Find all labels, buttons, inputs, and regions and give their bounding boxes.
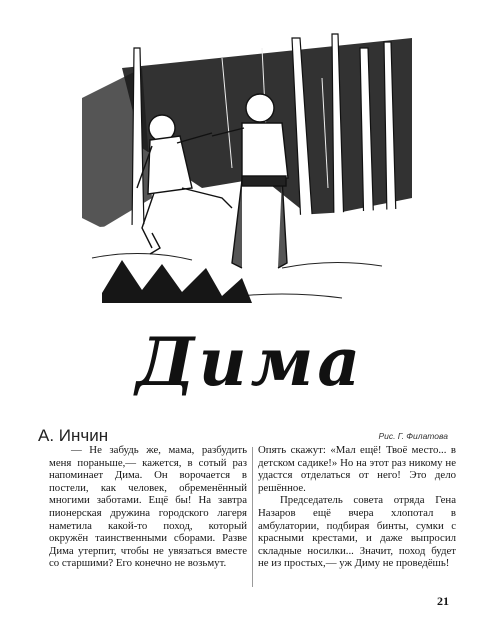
illustration-credit: Рис. Г. Филатова — [378, 431, 448, 441]
text-column-right — [258, 444, 456, 570]
column-divider — [252, 447, 253, 587]
text-column-left — [49, 444, 247, 570]
article-title: Дима — [135, 323, 365, 401]
paragraph: Председатель совета отряда Гена Назаров ещё вчера хлопотал в амбулатории, подбирая бинты, сумки с красными крестами, и даже выпросил складные носилки... Значит, поход будет не из простых,— уж Диму не проведёшь! — [258, 494, 456, 570]
forest-fight-illustration — [82, 28, 412, 310]
paragraph: Опять скажут: «Мал ещё! Твоё место... в детском садике!» Но на этот раз никому не удастся отделаться от него! Это дело решённое. — [258, 444, 456, 494]
author-name: А. Инчин — [38, 426, 109, 445]
page-number: 21 — [437, 594, 449, 608]
paragraph: — Не забудь же, мама, разбудить меня пораньше,— кажется, в сотый раз напоминает Дима. Он ворочается в постели, как человек, обременённый многими заботами. Ещё бы! На завтра пионерская дружина городского лагеря наметила какой-то поход, который окружён таинственными сборами. Разве Дима утерпит, чтобы не увязаться вместе со старшими? Его конечно не возьмут. — [49, 444, 247, 570]
